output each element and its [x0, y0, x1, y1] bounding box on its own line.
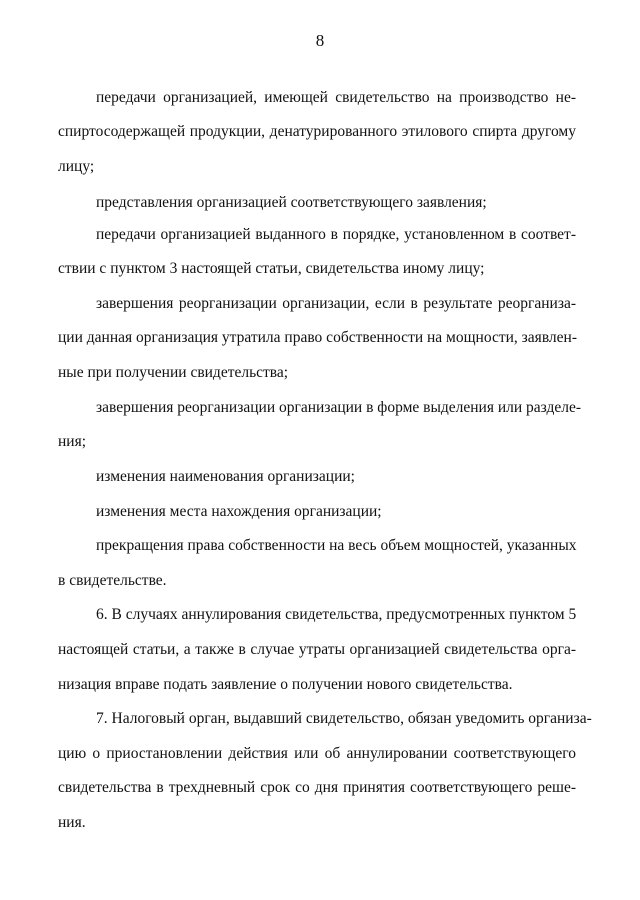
text-line: 6. В случаях аннулирования свидетельства, предусмотренных пунктом 5 [96, 606, 577, 623]
text-line: ствии с пунктом 3 настоящей статьи, свидетельства иному лицу; [58, 260, 485, 277]
text-line: ния. [58, 814, 86, 831]
text-line: ции данная организация утратила право собственности на мощности, заявлен- [58, 329, 578, 346]
text-line: завершения реорганизации организации, если в результате реорганиза- [96, 295, 576, 312]
text-line: в свидетельстве. [58, 572, 167, 589]
text-line: лицу; [58, 158, 95, 175]
text-line: изменения наименования организации; [96, 468, 355, 485]
text-line: низация вправе подать заявление о получении нового свидетельства. [58, 676, 513, 693]
text-line: ные при получении свидетельства; [58, 364, 289, 381]
text-line: цию о приостановлении действия или об аннулировании соответствующего [58, 745, 576, 762]
text-line: спиртосодержащей продукции, денатурированного этилового спирта другому [58, 123, 576, 140]
text-line: ния; [58, 433, 87, 450]
text-line: свидетельства в трехдневный срок со дня принятия соответствующего реше- [58, 779, 576, 796]
text-line: передачи организацией, имеющей свидетельство на производство не- [96, 89, 576, 106]
text-line: завершения реорганизации организации в форме выделения или разделе- [96, 399, 582, 416]
text-line: представления организацией соответствующего заявления; [96, 194, 487, 211]
text-line: настоящей статьи, а также в случае утраты организацией свидетельства орга- [58, 641, 576, 658]
text-line: 7. Налоговый орган, выдавший свидетельство, обязан уведомить организа- [96, 710, 592, 727]
text-line: передачи организацией выданного в порядке, установленном в соответ- [96, 226, 576, 243]
text-line: изменения места нахождения организации; [96, 503, 382, 520]
text-line: прекращения права собственности на весь объем мощностей, указанных [96, 537, 577, 554]
page-number: 8 [315, 31, 325, 50]
